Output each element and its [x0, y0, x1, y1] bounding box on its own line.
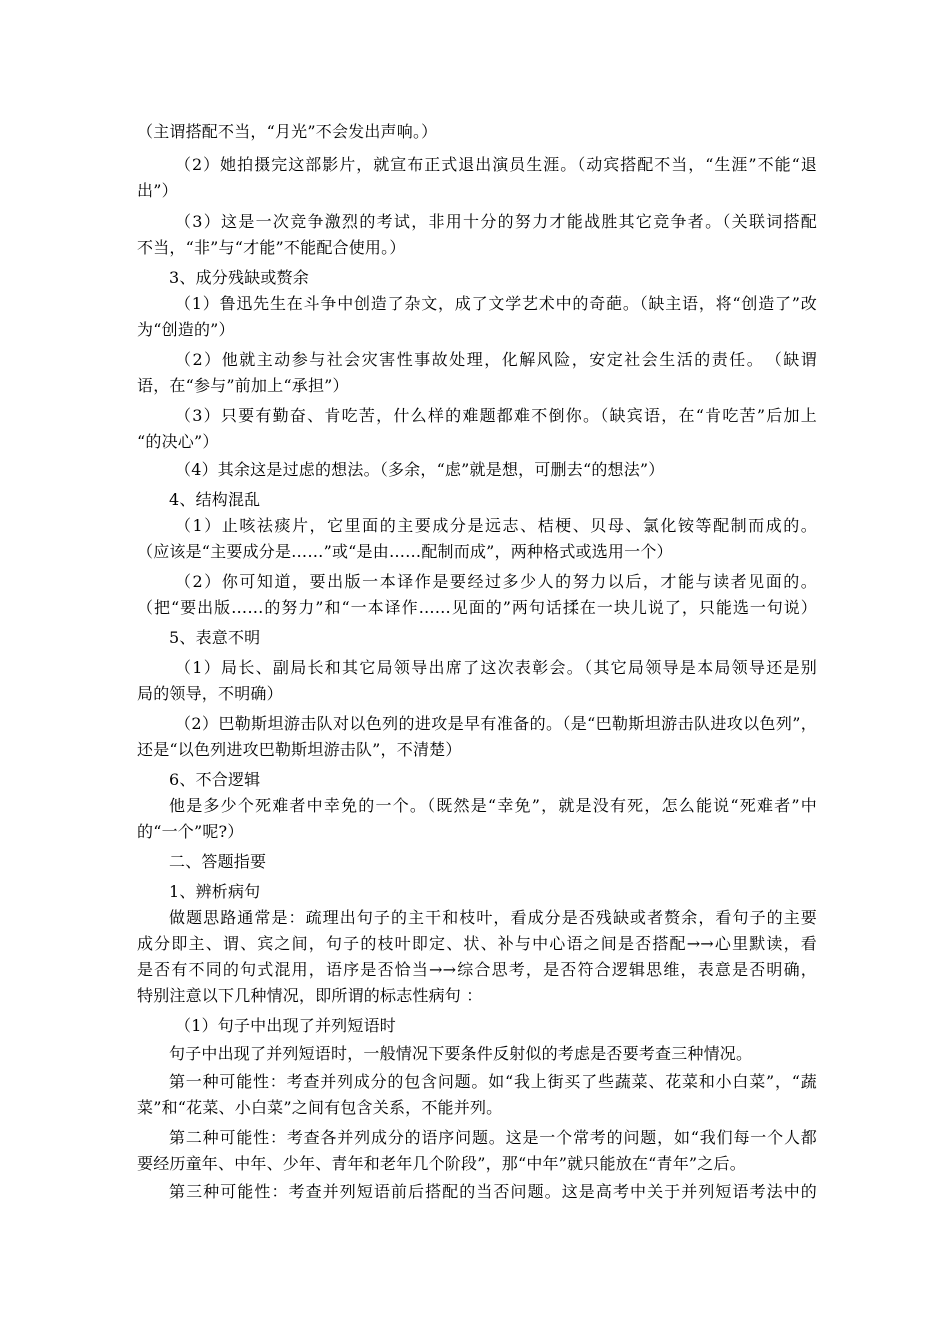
text-line: （1）鲁迅先生在斗争中创造了杂文，成了文学艺术中的奇葩。（缺主语，将“创造了”改 [175, 294, 817, 313]
text-line: 菜”和“花菜、小白菜”之间有包含关系，不能并列。 [137, 1098, 503, 1117]
text-line: 6、不合逻辑 [169, 770, 261, 789]
text-line: （2）她拍摄完这部影片，就宣布正式退出演员生涯。（动宾搭配不当，“生涯”不能“退 [175, 155, 817, 174]
text-line: 特别注意以下几种情况，即所谓的标志性病句 ： [137, 986, 483, 1005]
text-line: （2）你可知道，要出版一本译作是要经过多少人的努力以后，才能与读者见面的。 [175, 572, 817, 591]
text-line: （2）他就主动参与社会灾害性事故处理，化解风险，安定社会生活的责任。 （缺谓 [175, 350, 817, 369]
text-line: 第二种可能性：考查各并列成分的语序问题。这是一个常考的问题，如“我们每一个人都 [169, 1128, 817, 1147]
text-line: 要经历童年、中年、少年、青年和老年几个阶段”，那“中年”就只能放在“青年”之后。 [137, 1154, 746, 1173]
text-line: 4、结构混乱 [169, 490, 261, 509]
text-line: 的“一个”呢?） [137, 822, 244, 841]
text-line: 为“创造的”） [137, 320, 235, 339]
text-line: 做题思路通常是：疏理出句子的主干和枝叶，看成分是否残缺或者赘余，看句子的主要 [169, 908, 817, 927]
text-line: 局的领导，不明确） [137, 684, 283, 703]
text-line: （1）止咳祛痰片，它里面的主要成分是远志、桔梗、贝母、氯化铵等配制而成的。 [175, 516, 817, 535]
text-line: “的决心”） [137, 432, 219, 451]
text-line: （把“要出版……的努力”和“一本译作……见面的”两句话揉在一块儿说了，只能选一句说） [137, 598, 817, 617]
text-line: 还是“以色列进攻巴勒斯坦游击队”，不清楚） [137, 740, 462, 759]
text-line: 出”） [137, 181, 178, 200]
text-line: （4）其余这是过虑的想法。（多余，“虑”就是想，可删去“的想法”） [175, 460, 665, 479]
text-line: （1）句子中出现了并列短语时 [175, 1016, 396, 1035]
text-line: 3、成分残缺或赘余 [169, 268, 309, 287]
text-line: 他是多少个死难者中幸免的一个。（既然是“幸免”，就是没有死，怎么能说“死难者”中 [169, 796, 817, 815]
text-line: （主谓搭配不当，“月光”不会发出声响。） [137, 122, 438, 141]
text-line: 1、辨析病句 [169, 882, 261, 901]
text-line: 语，在“参与”前加上“承担”） [137, 376, 349, 395]
text-line: 句子中出现了并列短语时，一般情况下要条件反射似的考虑是否要考查三种情况。 [169, 1044, 753, 1063]
text-line: 第一种可能性：考查并列成分的包含问题。如“我上街买了些蔬菜、花菜和小白菜”，“蔬 [169, 1072, 817, 1091]
text-line: 成分即主、谓、宾之间，句子的枝叶即定、状、补与中心语之间是否搭配→→心里默读，看 [137, 934, 817, 953]
text-line: （1）局长、副局长和其它局领导出席了这次表彰会。（其它局领导是本局领导还是别 [175, 658, 817, 677]
text-line: 第三种可能性：考查并列短语前后搭配的当否问题。这是高考中关于并列短语考法中的 [169, 1182, 817, 1201]
text-line: （3）只要有勤奋、肯吃苦，什么样的难题都难不倒你。（缺宾语，在“肯吃苦”后加上 [175, 406, 817, 425]
text-line: 是否有不同的句式混用，语序是否恰当→→综合思考，是否符合逻辑思维，表意是否明确， [137, 960, 817, 979]
text-line: 5、表意不明 [169, 628, 261, 647]
text-line: 不当，“非”与“才能”不能配合使用。） [137, 238, 406, 257]
text-line: （2）巴勒斯坦游击队对以色列的进攻是早有准备的。（是“巴勒斯坦游击队进攻以色列”， [175, 714, 817, 733]
text-line: （应该是“主要成分是……”或“是由……配制而成”，两种格式或选用一个） [137, 542, 673, 561]
text-line: 二、答题指要 [169, 852, 267, 871]
text-line: （3）这是一次竞争激烈的考试，非用十分的努力才能战胜其它竞争者。（关联词搭配 [175, 212, 817, 231]
